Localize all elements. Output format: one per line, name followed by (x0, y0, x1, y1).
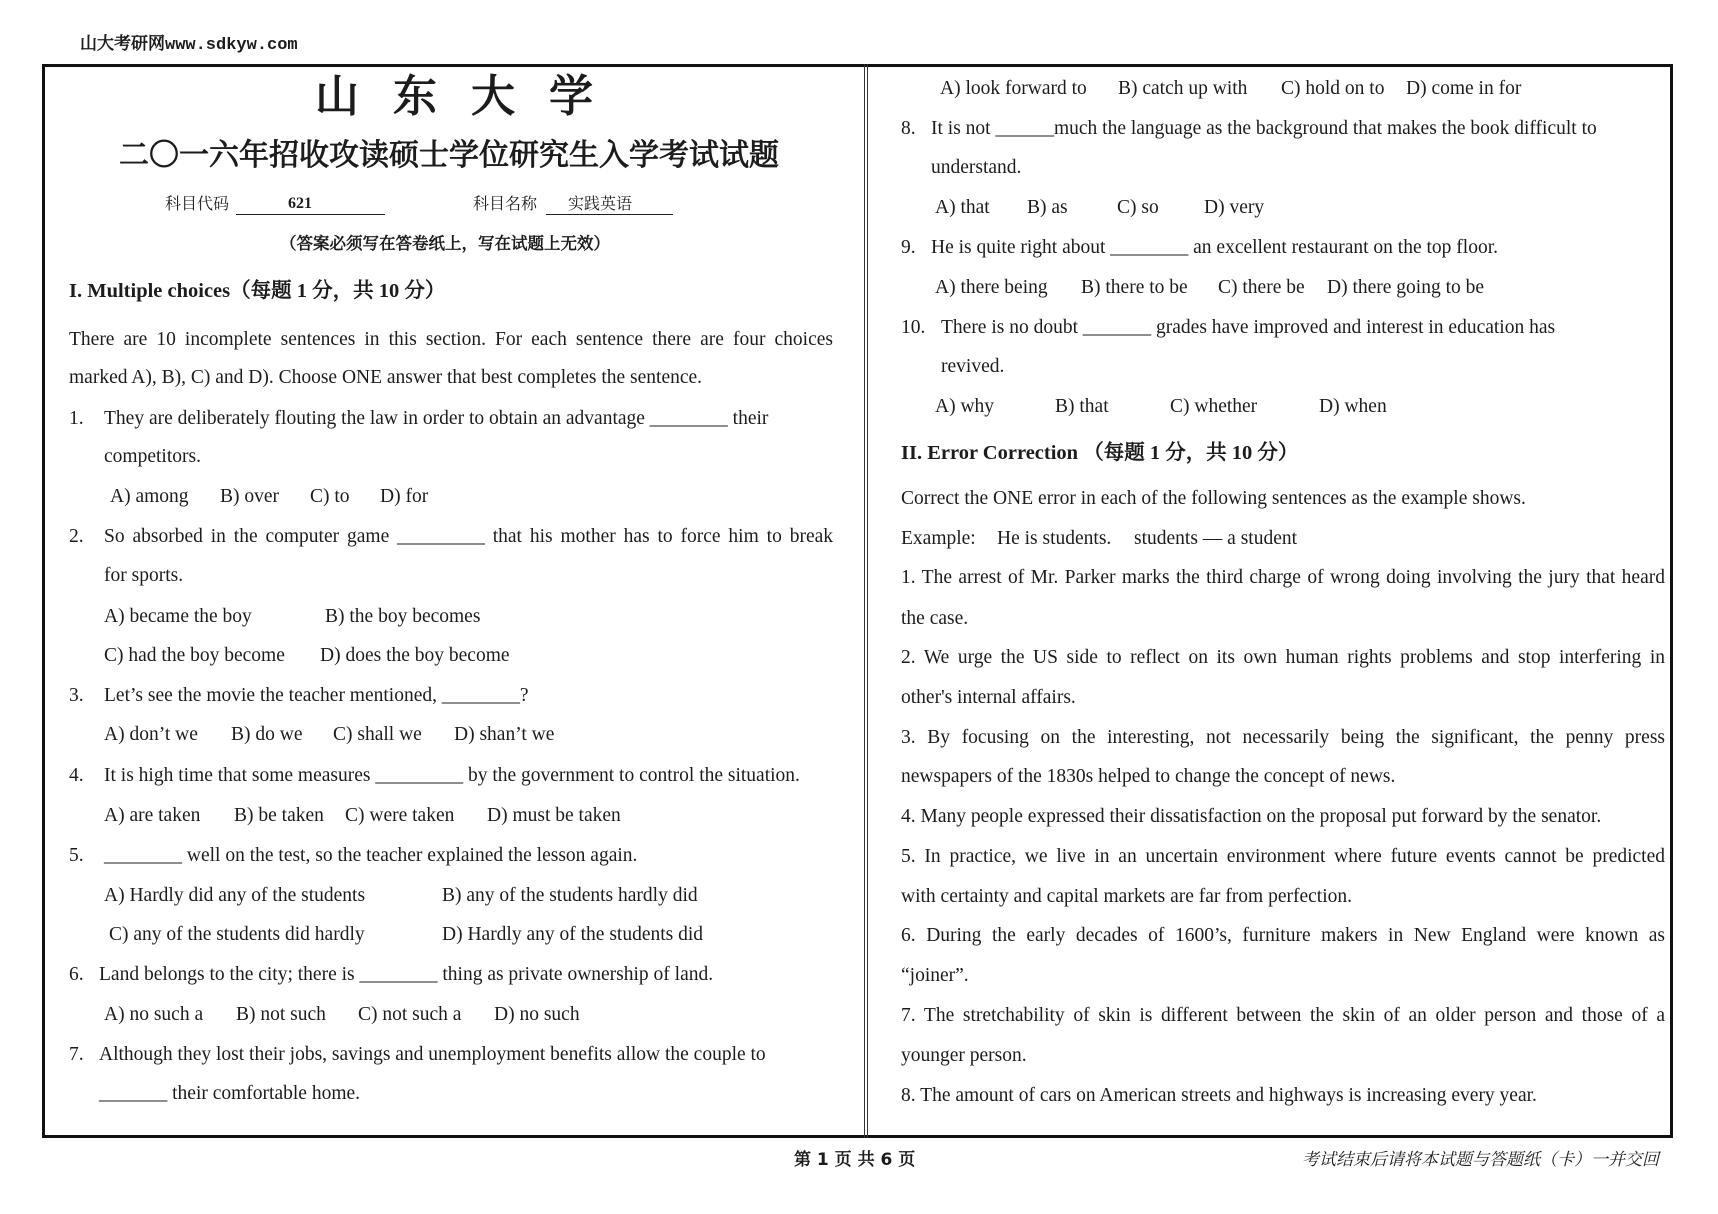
subject-name-value: 实践英语 (568, 194, 633, 213)
question-text: ________ well on the test, so the teacher explained the lesson again. (104, 845, 638, 866)
question-text: Let’s see the movie the teacher mentioned, ________? (104, 685, 529, 706)
example-sentence: He is students. (997, 528, 1112, 549)
question-number: 4. (69, 765, 84, 786)
error-item-text: newspapers of the 1830s helped to change the concept of news. (901, 766, 1396, 787)
option-b: B) be taken (234, 805, 324, 826)
error-item-line (901, 845, 1665, 869)
option-d: D) must be taken (487, 805, 621, 826)
question-number: 5. (69, 845, 84, 866)
section1-instructions-line: There are 10 incomplete sentences in this section. For each sentence there are four choices (69, 329, 833, 350)
question-text: for sports. (104, 565, 184, 586)
question-text: revived. (941, 356, 1005, 377)
error-item-number: 2. (901, 647, 916, 668)
error-item-text: The amount of cars on American streets and highways is increasing every year. (920, 1085, 1537, 1106)
question-number: 3. (69, 685, 84, 706)
option-c: C) were taken (345, 805, 455, 826)
subject-code-value: 621 (288, 195, 312, 212)
error-item-text: By focusing on the interesting, not necessarily being the significant, the penny press (927, 727, 1665, 748)
error-item-line (901, 805, 1601, 829)
error-item-text: other's internal affairs. (901, 687, 1076, 708)
error-item-number: 1. (901, 567, 916, 588)
question-text: understand. (931, 157, 1022, 178)
option-b: B) the boy becomes (325, 606, 481, 627)
option-b: B) there to be (1081, 277, 1188, 298)
option-b: B) any of the students hardly did (442, 885, 698, 906)
question-number: 2. (69, 526, 84, 547)
option-a: A) there being (935, 277, 1048, 298)
option-a: A) that (935, 197, 990, 218)
error-item-number: 5. (901, 846, 916, 867)
option-c: C) there be (1218, 277, 1305, 298)
error-item-line (901, 1084, 1537, 1108)
example-label: Example: (901, 528, 976, 549)
exam-title: 二〇一六年招收攻读硕士学位研究生入学考试试题 (119, 138, 779, 173)
option-c: C) to (310, 486, 350, 507)
question-text: He is quite right about ________ an excellent restaurant on the top floor. (931, 237, 1498, 258)
error-item-number: 4. (901, 806, 916, 827)
question-number: 9. (901, 237, 916, 258)
section1-heading: I. Multiple choices（每题 1 分，共 10 分） (69, 280, 446, 302)
error-item-text: The stretchability of skin is different between the skin of an older person and those of a (923, 1005, 1665, 1026)
error-item-text: Many people expressed their dissatisfaction on the proposal put forward by the senator. (920, 806, 1602, 827)
error-item-text: In practice, we live in an uncertain environment where future events cannot be predicted (924, 846, 1666, 867)
question-text: They are deliberately flouting the law in order to obtain an advantage ________ their (104, 408, 769, 429)
option-b: B) do we (231, 724, 303, 745)
subject-code-field (236, 193, 385, 215)
option-c: C) had the boy become (104, 645, 285, 666)
question-text: competitors. (104, 446, 201, 467)
option-b: B) over (220, 486, 280, 507)
option-d: D) for (380, 486, 429, 507)
option-d: D) shan’t we (454, 724, 555, 745)
question-number: 8. (901, 118, 916, 139)
option-c: C) not such a (358, 1004, 462, 1025)
option-a: A) are taken (104, 805, 201, 826)
option-a: A) Hardly did any of the students (104, 885, 366, 906)
option-b: B) catch up with (1118, 78, 1248, 99)
question-text: There is no doubt _______ grades have improved and interest in education has (941, 317, 1556, 338)
option-a: A) became the boy (104, 606, 252, 627)
option-c: C) whether (1170, 396, 1258, 417)
footer-note: 考试结束后请将本试题与答题纸（卡）一并交回 (1302, 1150, 1659, 1170)
subject-code-label: 科目代码 (165, 194, 230, 213)
question-text: Although they lost their jobs, savings and unemployment benefits allow the couple to (99, 1044, 766, 1065)
error-item-line (901, 726, 1665, 750)
error-item-number: 7. (901, 1005, 916, 1026)
option-d: D) come in for (1406, 78, 1522, 99)
error-item-number: 6. (901, 925, 916, 946)
option-c: C) shall we (333, 724, 422, 745)
error-item-line (901, 1004, 1665, 1028)
question-text: It is high time that some measures _________ by the government to control the situation. (104, 765, 800, 786)
error-item-text: We urge the US side to reflect on its own human rights problems and stop interfering in (923, 647, 1665, 668)
error-item-line (901, 646, 1665, 670)
answer-notice: （答案必须写在答卷纸上，写在试题上无效） (280, 234, 610, 253)
option-b: B) not such (236, 1004, 326, 1025)
option-d: D) when (1319, 396, 1387, 417)
option-d: D) very (1204, 197, 1265, 218)
option-d: D) no such (494, 1004, 580, 1025)
section1-instructions-line: marked A), B), C) and D). Choose ONE answer that best completes the sentence. (69, 367, 703, 388)
question-text: So absorbed in the computer game _________ that his mother has to force him to break (104, 526, 833, 547)
option-a: A) why (935, 396, 995, 417)
error-item-text: with certainty and capital markets are far from perfection. (901, 886, 1352, 907)
question-number: 10. (901, 317, 926, 338)
error-item-text: During the early decades of 1600’s, furniture makers in New England were known as (926, 925, 1665, 946)
subject-name-field (546, 193, 673, 215)
option-a: A) look forward to (940, 78, 1087, 99)
error-item-line (901, 924, 1665, 948)
error-item-text: The arrest of Mr. Parker marks the third charge of wrong doing involving the jury that heard (921, 567, 1665, 588)
option-c: C) any of the students did hardly (109, 924, 365, 945)
option-a: A) no such a (104, 1004, 204, 1025)
error-item-text: “joiner”. (901, 965, 969, 986)
option-a: A) among (110, 486, 189, 507)
error-item-number: 8. (901, 1085, 916, 1106)
subject-name-label: 科目名称 (473, 194, 538, 213)
question-text: _______ their comfortable home. (99, 1083, 361, 1104)
question-number: 6. (69, 964, 84, 985)
error-item-text: the case. (901, 608, 969, 629)
option-b: B) as (1027, 197, 1068, 218)
question-number: 7. (69, 1044, 84, 1065)
section2-heading: II. Error Correction （每题 1 分，共 10 分） (901, 442, 1299, 464)
question-text: Land belongs to the city; there is ________ thing as private ownership of land. (99, 964, 714, 985)
error-item-line (901, 566, 1665, 590)
column-divider (864, 64, 868, 1138)
option-c: C) hold on to (1281, 78, 1385, 99)
option-d: D) Hardly any of the students did (442, 924, 704, 945)
option-b: B) that (1055, 396, 1109, 417)
question-text: It is not ______much the language as the background that makes the book difficult to (931, 118, 1597, 139)
site-header: 山大考研网www.sdkyw.com (80, 36, 298, 55)
page-number: 第 1 页 共 6 页 (794, 1150, 916, 1170)
error-item-number: 3. (901, 727, 916, 748)
option-d: D) there going to be (1327, 277, 1485, 298)
option-a: A) don’t we (104, 724, 198, 745)
option-c: C) so (1117, 197, 1159, 218)
question-number: 1. (69, 408, 84, 429)
section2-instructions: Correct the ONE error in each of the following sentences as the example shows. (901, 488, 1526, 509)
university-title: 山东大学 (315, 71, 627, 122)
example-correction: students — a student (1134, 528, 1298, 549)
option-d: D) does the boy become (320, 645, 510, 666)
error-item-text: younger person. (901, 1045, 1027, 1066)
